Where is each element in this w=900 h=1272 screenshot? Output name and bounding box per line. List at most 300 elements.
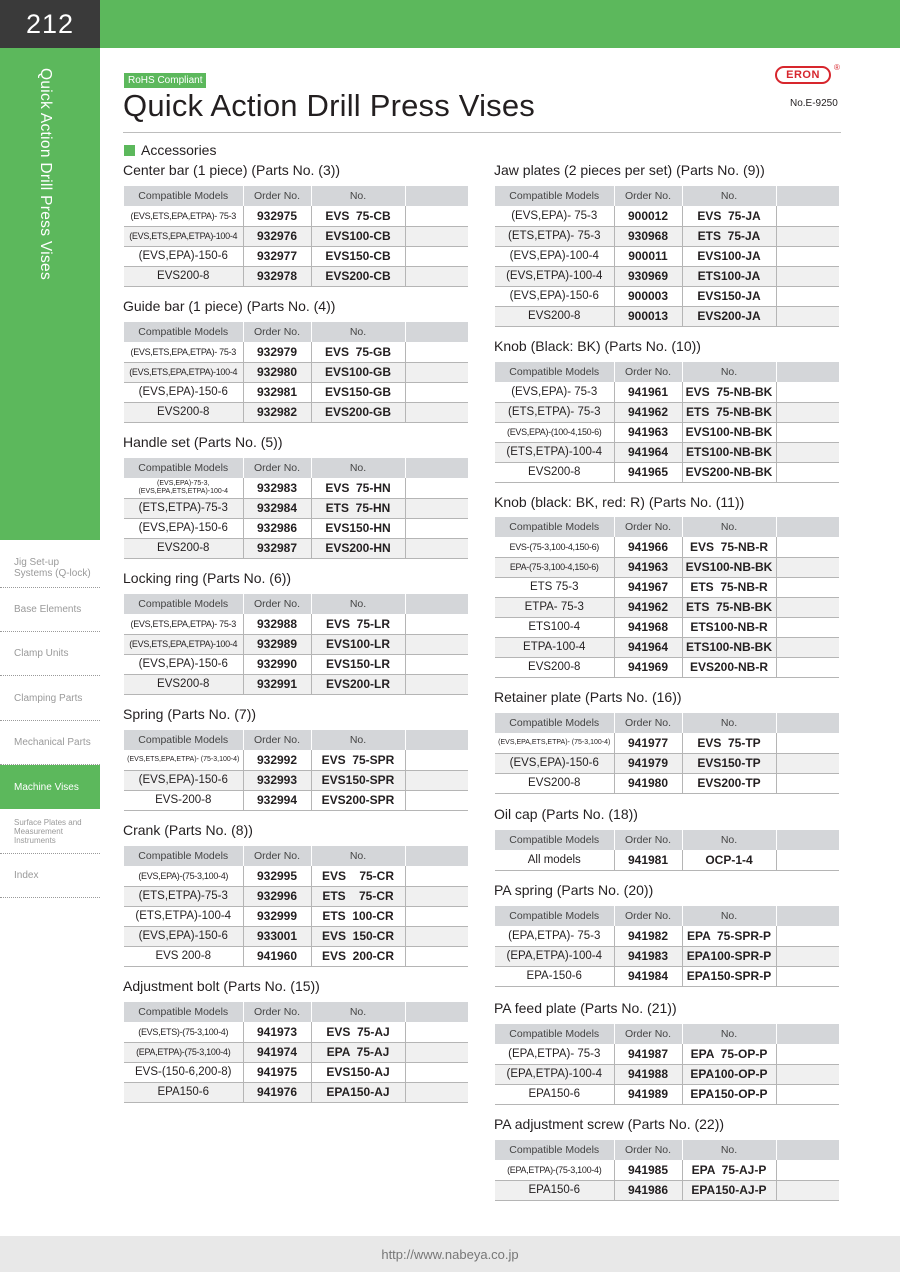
table-row: [495, 462, 839, 482]
order-no-cell: 941982: [614, 926, 682, 946]
header-blank: [405, 186, 468, 206]
table-row: [495, 1084, 839, 1104]
nav-item-clamp-units[interactable]: [0, 632, 100, 676]
blank-cell: [405, 770, 468, 790]
compatible-model-cell: (EPA,ETPA)-(75-3,100-4): [124, 1042, 243, 1062]
pa-adjustment-screw-table: [495, 1140, 840, 1201]
compatible-model-cell: (EVS,EPA,ETS,ETPA)- (75-3,100-4): [495, 733, 614, 753]
compatible-model-cell: EVS200-8: [124, 266, 243, 286]
blank-cell: [405, 674, 468, 694]
table-row: [495, 926, 839, 946]
blank-cell: [405, 382, 468, 402]
header-no: No.: [311, 322, 405, 342]
compatible-model-cell: (EVS,ETS,EPA,ETPA)-100-4: [124, 226, 243, 246]
top-bar: [0, 0, 900, 48]
table-row: [495, 597, 839, 617]
table-row: [495, 1064, 839, 1084]
header-order-no: Order No.: [614, 713, 682, 733]
compatible-model-cell: (EPA,ETPA)-(75-3,100-4): [495, 1160, 614, 1180]
blank-cell: [776, 577, 839, 597]
blank-cell: [405, 342, 468, 362]
table-row: [124, 246, 468, 266]
knob-title: Knob (Black: BK) (Parts No. (10)): [494, 338, 701, 354]
order-no-cell: 930969: [614, 266, 682, 286]
retainer-plate-title: Retainer plate (Parts No. (16)): [494, 689, 682, 705]
order-no-cell: 941968: [614, 617, 682, 637]
table-row: [495, 206, 839, 226]
part-no-cell: EVS200-GB: [311, 402, 405, 422]
header-blank: [405, 846, 468, 866]
guide-bar-title: Guide bar (1 piece) (Parts No. (4)): [123, 298, 336, 314]
blank-cell: [776, 462, 839, 482]
header-order-no: Order No.: [243, 594, 311, 614]
table-row: [495, 402, 839, 422]
table-row: [124, 886, 468, 906]
header-no: No.: [311, 846, 405, 866]
header-order-no: Order No.: [614, 186, 682, 206]
order-no-cell: 941980: [614, 773, 682, 793]
table-row: [495, 1044, 839, 1064]
pa-spring-table: [495, 906, 840, 987]
compatible-model-cell: ETS 75-3: [495, 577, 614, 597]
header-order-no: Order No.: [243, 730, 311, 750]
part-no-cell: EVS200-HN: [311, 538, 405, 558]
order-no-cell: 941965: [614, 462, 682, 482]
order-no-cell: 932999: [243, 906, 311, 926]
nav-item-label: Surface Plates and Measurement Instruments: [14, 817, 82, 845]
order-no-cell: 941981: [614, 850, 682, 870]
footer-url[interactable]: http://www.nabeya.co.jp: [381, 1246, 519, 1262]
handle-set-table: [124, 458, 469, 559]
part-no-cell: EVS150-LR: [311, 654, 405, 674]
nav-item-label: Index: [14, 870, 39, 881]
knob-title: Knob (black: BK, red: R) (Parts No. (11)): [494, 494, 745, 510]
part-no-cell: ETS 75-JA: [682, 226, 776, 246]
blank-cell: [405, 1022, 468, 1042]
order-no-cell: 932981: [243, 382, 311, 402]
part-no-cell: EVS100-GB: [311, 362, 405, 382]
part-no-cell: EPA 75-OP-P: [682, 1044, 776, 1064]
table-row: [495, 733, 839, 753]
blank-cell: [405, 946, 468, 966]
order-no-cell: 941974: [243, 1042, 311, 1062]
part-no-cell: EVS150-CB: [311, 246, 405, 266]
table-row: [495, 577, 839, 597]
footer: [0, 1236, 900, 1272]
part-no-cell: EVS100-NB-BK: [682, 557, 776, 577]
header-no: No.: [311, 458, 405, 478]
table-row: [124, 518, 468, 538]
blank-cell: [405, 1062, 468, 1082]
compatible-model-cell: EVS 200-8: [124, 946, 243, 966]
compatible-model-cell: EPA-150-6: [495, 966, 614, 986]
compatible-model-cell: (EVS,EPA)-150-6: [124, 382, 243, 402]
nav-item-label: Base Elements: [14, 604, 82, 615]
compatible-model-cell: EPA150-6: [495, 1084, 614, 1104]
part-no-cell: ETS 75-CR: [311, 886, 405, 906]
part-no-cell: EVS 75-CB: [311, 206, 405, 226]
knob-table: [495, 517, 840, 678]
table-row: [124, 382, 468, 402]
part-no-cell: EVS150-JA: [682, 286, 776, 306]
order-no-cell: 941963: [614, 557, 682, 577]
blank-cell: [776, 773, 839, 793]
blank-cell: [405, 1042, 468, 1062]
header-no: No.: [682, 362, 776, 382]
part-no-cell: EPA100-SPR-P: [682, 946, 776, 966]
header-no: No.: [682, 1140, 776, 1160]
header-compatible-models: Compatible Models: [124, 594, 243, 614]
part-no-cell: EVS100-JA: [682, 246, 776, 266]
order-no-cell: 932984: [243, 498, 311, 518]
order-no-cell: 941960: [243, 946, 311, 966]
table-row: [124, 1062, 468, 1082]
header-order-no: Order No.: [614, 1024, 682, 1044]
nav-item-clamping-parts[interactable]: [0, 676, 100, 721]
table-row: [495, 537, 839, 557]
compatible-model-cell: (ETS,ETPA)- 75-3: [495, 402, 614, 422]
part-no-cell: EVS200-SPR: [311, 790, 405, 810]
order-no-cell: 932990: [243, 654, 311, 674]
compatible-model-cell: (EPA,ETPA)- 75-3: [495, 926, 614, 946]
table-row: [124, 478, 468, 498]
blank-cell: [405, 498, 468, 518]
nav-item-label: Clamp Units: [14, 648, 69, 659]
table-row: [124, 226, 468, 246]
table-row: [495, 382, 839, 402]
compatible-model-cell: (EPA,ETPA)-100-4: [495, 946, 614, 966]
order-no-cell: 932991: [243, 674, 311, 694]
header-blank: [776, 1024, 839, 1044]
part-no-cell: EVS 75-CR: [311, 866, 405, 886]
header-compatible-models: Compatible Models: [495, 1140, 614, 1160]
order-no-cell: 941964: [614, 637, 682, 657]
crank-title: Crank (Parts No. (8)): [123, 822, 253, 838]
table-row: [495, 946, 839, 966]
compatible-model-cell: (ETS,ETPA)-100-4: [124, 906, 243, 926]
blank-cell: [776, 557, 839, 577]
blank-cell: [776, 733, 839, 753]
oil-cap-table: [495, 830, 840, 871]
table-row: [495, 442, 839, 462]
order-no-cell: 941988: [614, 1064, 682, 1084]
blank-cell: [776, 537, 839, 557]
table-row: [124, 614, 468, 634]
part-no-cell: EVS150-TP: [682, 753, 776, 773]
part-no-cell: EVS 75-GB: [311, 342, 405, 362]
part-no-cell: EVS200-NB-BK: [682, 462, 776, 482]
compatible-model-cell: (EVS,EPA)-150-6: [124, 246, 243, 266]
part-no-cell: EVS200-LR: [311, 674, 405, 694]
compatible-model-cell: (EVS,EPA)- 75-3: [495, 206, 614, 226]
part-no-cell: EVS200-TP: [682, 773, 776, 793]
blank-cell: [405, 206, 468, 226]
part-no-cell: EVS 150-CR: [311, 926, 405, 946]
blank-cell: [776, 657, 839, 677]
table-row: [495, 226, 839, 246]
table-row: [124, 674, 468, 694]
order-no-cell: 900012: [614, 206, 682, 226]
retainer-plate-table: [495, 713, 840, 794]
blank-cell: [405, 538, 468, 558]
pa-feed-plate-table: [495, 1024, 840, 1105]
header-blank: [776, 830, 839, 850]
blank-cell: [776, 597, 839, 617]
table-row: [495, 966, 839, 986]
blank-cell: [776, 966, 839, 986]
order-no-cell: 900003: [614, 286, 682, 306]
compatible-model-cell: EVS-(75-3,100-4,150-6): [495, 537, 614, 557]
part-no-cell: EVS 200-CR: [311, 946, 405, 966]
part-no-cell: EVS100-CB: [311, 226, 405, 246]
order-no-cell: 941975: [243, 1062, 311, 1082]
header-no: No.: [682, 713, 776, 733]
table-row: [495, 657, 839, 677]
blank-cell: [776, 442, 839, 462]
compatible-model-cell: (EVS,ETS,EPA,ETPA)- (75-3,100-4): [124, 750, 243, 770]
table-row: [124, 1022, 468, 1042]
compatible-model-cell: ETPA- 75-3: [495, 597, 614, 617]
nav-item-mechanical-parts[interactable]: [0, 721, 100, 765]
header-order-no: Order No.: [614, 906, 682, 926]
green-square-icon: [124, 145, 135, 156]
table-row: [124, 946, 468, 966]
order-no-cell: 941969: [614, 657, 682, 677]
table-row: [124, 634, 468, 654]
blank-cell: [776, 1160, 839, 1180]
nav-item-index[interactable]: [0, 854, 100, 898]
compatible-model-cell: (EVS,EPA)-75-3, (EVS,EPA,ETS,ETPA)-100-4: [124, 478, 243, 498]
nav-item-surface-plates-and-measurement-instruments[interactable]: [0, 809, 100, 854]
order-no-cell: 932980: [243, 362, 311, 382]
part-no-cell: EVS200-CB: [311, 266, 405, 286]
blank-cell: [405, 790, 468, 810]
part-no-cell: EVS 75-NB-R: [682, 537, 776, 557]
blank-cell: [776, 617, 839, 637]
part-no-cell: ETS 75-NB-BK: [682, 402, 776, 422]
header-blank: [776, 186, 839, 206]
nav-item-label: Clamping Parts: [14, 692, 83, 704]
part-no-cell: EPA150-SPR-P: [682, 966, 776, 986]
header-no: No.: [682, 517, 776, 537]
table-row: [495, 1160, 839, 1180]
table-row: [495, 306, 839, 326]
part-no-cell: ETS 100-CR: [311, 906, 405, 926]
part-no-cell: EPA150-AJ: [311, 1082, 405, 1102]
part-no-cell: EVS100-LR: [311, 634, 405, 654]
compatible-model-cell: (EPA,ETPA)- 75-3: [495, 1044, 614, 1064]
table-row: [124, 750, 468, 770]
nav-item-jig-set-up-systems-q-lock[interactable]: [0, 548, 100, 588]
compatible-model-cell: EVS200-8: [124, 538, 243, 558]
part-no-cell: EPA150-AJ-P: [682, 1180, 776, 1200]
blank-cell: [405, 478, 468, 498]
order-no-cell: 941986: [614, 1180, 682, 1200]
header-order-no: Order No.: [243, 322, 311, 342]
table-row: [495, 286, 839, 306]
compatible-model-cell: (EVS,EPA)-150-6: [124, 518, 243, 538]
blank-cell: [405, 246, 468, 266]
compatible-model-cell: EVS-200-8: [124, 790, 243, 810]
table-row: [495, 422, 839, 442]
document-number: No.E-9250: [790, 98, 838, 109]
header-order-no: Order No.: [243, 1002, 311, 1022]
page-title: Quick Action Drill Press Vises: [123, 88, 535, 123]
blank-cell: [405, 634, 468, 654]
knob-table: [495, 362, 840, 483]
nav-item-label: Machine Vises: [14, 781, 79, 793]
order-no-cell: 941987: [614, 1044, 682, 1064]
blank-cell: [776, 402, 839, 422]
header-blank: [405, 594, 468, 614]
blank-cell: [776, 382, 839, 402]
header-order-no: Order No.: [614, 830, 682, 850]
header-order-no: Order No.: [614, 362, 682, 382]
header-order-no: Order No.: [243, 186, 311, 206]
header-no: No.: [311, 730, 405, 750]
header-compatible-models: Compatible Models: [124, 1002, 243, 1022]
table-row: [124, 538, 468, 558]
header-compatible-models: Compatible Models: [124, 730, 243, 750]
header-no: No.: [311, 186, 405, 206]
table-row: [124, 906, 468, 926]
table-row: [124, 926, 468, 946]
header-blank: [405, 1002, 468, 1022]
pa-adjustment-screw-title: PA adjustment screw (Parts No. (22)): [494, 1116, 725, 1132]
order-no-cell: 932979: [243, 342, 311, 362]
order-no-cell: 941985: [614, 1160, 682, 1180]
part-no-cell: EVS 75-SPR: [311, 750, 405, 770]
table-row: [495, 617, 839, 637]
blank-cell: [776, 926, 839, 946]
compatible-model-cell: (EVS,EPA)-150-6: [124, 654, 243, 674]
header-blank: [776, 713, 839, 733]
blank-cell: [405, 614, 468, 634]
spring-table: [124, 730, 469, 811]
order-no-cell: 932988: [243, 614, 311, 634]
section-heading: [124, 142, 216, 158]
blank-cell: [776, 422, 839, 442]
compatible-model-cell: (EVS,EPA)-150-6: [124, 926, 243, 946]
blank-cell: [776, 1180, 839, 1200]
part-no-cell: EVS 75-AJ: [311, 1022, 405, 1042]
part-no-cell: OCP-1-4: [682, 850, 776, 870]
nav-item-base-elements[interactable]: [0, 588, 100, 632]
order-no-cell: 900013: [614, 306, 682, 326]
compatible-model-cell: All models: [495, 850, 614, 870]
part-no-cell: EPA 75-AJ: [311, 1042, 405, 1062]
blank-cell: [776, 286, 839, 306]
pa-feed-plate-title: PA feed plate (Parts No. (21)): [494, 1000, 677, 1016]
header-compatible-models: Compatible Models: [124, 322, 243, 342]
part-no-cell: ETS 75-NB-BK: [682, 597, 776, 617]
header-compatible-models: Compatible Models: [124, 846, 243, 866]
blank-cell: [405, 518, 468, 538]
table-row: [124, 866, 468, 886]
header-compatible-models: Compatible Models: [495, 362, 614, 382]
order-no-cell: 932978: [243, 266, 311, 286]
handle-set-title: Handle set (Parts No. (5)): [123, 434, 283, 450]
title-divider: [123, 132, 841, 133]
blank-cell: [776, 850, 839, 870]
blank-cell: [405, 266, 468, 286]
part-no-cell: EVS150-HN: [311, 518, 405, 538]
table-row: [124, 790, 468, 810]
order-no-cell: 941964: [614, 442, 682, 462]
order-no-cell: 932992: [243, 750, 311, 770]
compatible-model-cell: (EVS,ETS,EPA,ETPA)- 75-3: [124, 342, 243, 362]
header-compatible-models: Compatible Models: [495, 186, 614, 206]
blank-cell: [405, 926, 468, 946]
vertical-title: Quick Action Drill Press Vises: [37, 68, 54, 280]
order-no-cell: 932995: [243, 866, 311, 886]
compatible-model-cell: EVS200-8: [124, 674, 243, 694]
compatible-model-cell: (EVS,EPA)-150-6: [124, 770, 243, 790]
blank-cell: [405, 654, 468, 674]
part-no-cell: EVS200-JA: [682, 306, 776, 326]
nav-item-machine-vises[interactable]: [0, 765, 100, 809]
order-no-cell: 932982: [243, 402, 311, 422]
table-row: [495, 850, 839, 870]
nav-item-label: Mechanical Parts: [14, 737, 91, 748]
order-no-cell: 941983: [614, 946, 682, 966]
order-no-cell: 930968: [614, 226, 682, 246]
part-no-cell: EPA100-OP-P: [682, 1064, 776, 1084]
compatible-model-cell: (EVS,ETS)-(75-3,100-4): [124, 1022, 243, 1042]
order-no-cell: 941979: [614, 753, 682, 773]
order-no-cell: 932996: [243, 886, 311, 906]
blank-cell: [776, 946, 839, 966]
blank-cell: [405, 1082, 468, 1102]
part-no-cell: EPA150-OP-P: [682, 1084, 776, 1104]
order-no-cell: 932987: [243, 538, 311, 558]
center-bar-title: Center bar (1 piece) (Parts No. (3)): [123, 162, 341, 178]
header-blank: [405, 730, 468, 750]
part-no-cell: EVS150-SPR: [311, 770, 405, 790]
header-blank: [776, 1140, 839, 1160]
compatible-model-cell: ETPA-100-4: [495, 637, 614, 657]
order-no-cell: 941966: [614, 537, 682, 557]
adjustment-bolt-table: [124, 1002, 469, 1103]
eron-logo: ERON: [775, 66, 831, 84]
order-no-cell: 933001: [243, 926, 311, 946]
compatible-model-cell: EVS200-8: [124, 402, 243, 422]
sidebar-nav: [0, 548, 100, 898]
header-no: No.: [682, 830, 776, 850]
blank-cell: [776, 637, 839, 657]
table-row: [495, 557, 839, 577]
order-no-cell: 941984: [614, 966, 682, 986]
blank-cell: [776, 306, 839, 326]
blank-cell: [776, 246, 839, 266]
jaw-plates-table: [495, 186, 840, 327]
part-no-cell: EVS 75-NB-BK: [682, 382, 776, 402]
compatible-model-cell: (EVS,ETS,EPA,ETPA)-100-4: [124, 362, 243, 382]
table-row: [124, 266, 468, 286]
table-row: [495, 753, 839, 773]
part-no-cell: EVS150-GB: [311, 382, 405, 402]
guide-bar-table: [124, 322, 469, 423]
table-row: [495, 246, 839, 266]
table-row: [495, 266, 839, 286]
table-row: [124, 1082, 468, 1102]
compatible-model-cell: (EVS,EPA)-(75-3,100-4): [124, 866, 243, 886]
order-no-cell: 941962: [614, 597, 682, 617]
table-row: [124, 402, 468, 422]
table-row: [124, 206, 468, 226]
header-order-no: Order No.: [243, 846, 311, 866]
table-row: [495, 773, 839, 793]
